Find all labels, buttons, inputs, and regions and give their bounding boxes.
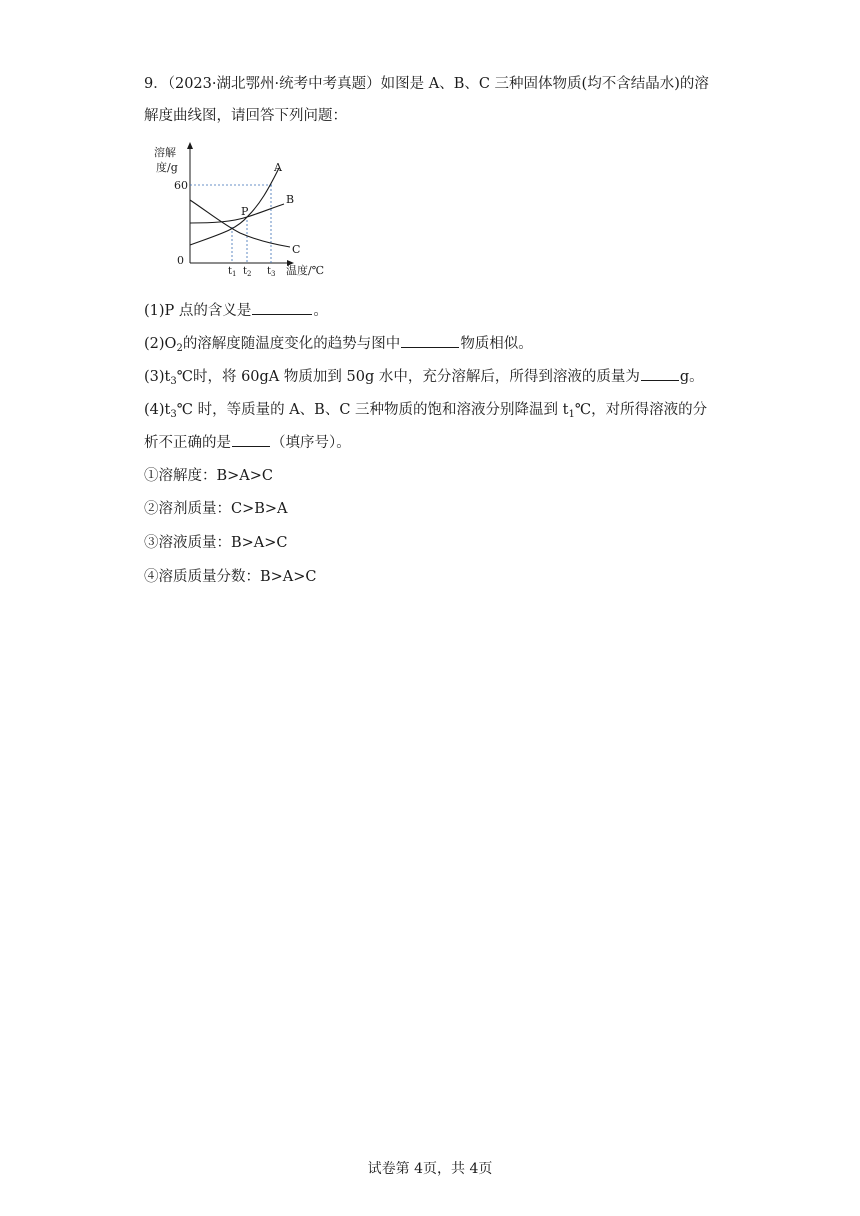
subquestion-4-text-a: (4)t [144, 402, 171, 418]
y-axis-label-1: 溶解 [154, 146, 176, 159]
answer-blank-2[interactable] [401, 333, 459, 348]
subquestion-2-text-a: (2)O [144, 336, 177, 352]
subquestion-2 [144, 333, 533, 354]
curve-a-label: A [274, 161, 282, 174]
x-tick-t2: $t_2$ [243, 266, 252, 278]
subquestion-4-text-d: 析不正确的是 [144, 435, 231, 451]
subquestion-1-end: 。 [313, 303, 328, 319]
subquestion-4-text-c: ℃，对所得溶液的分 [574, 402, 708, 418]
question-number: 9． [144, 76, 168, 92]
y-axis-arrow [187, 142, 193, 149]
subquestion-3-text-a: (3)t [144, 369, 171, 385]
option-1: ①溶解度：B>A>C [144, 468, 274, 484]
question-source: （2023·湖北鄂州·统考中考真题） [167, 76, 381, 92]
subquestion-4-text-b: ℃ 时，等质量的 A、B、C 三种物质的饱和溶液分别降温到 t [176, 402, 569, 418]
subquestion-1-text: (1)P 点的含义是 [144, 303, 252, 319]
option-2: ②溶剂质量：C>B>A [144, 501, 288, 517]
answer-blank-3[interactable] [641, 366, 679, 381]
subquestion-4-text-e: （填序号）。 [271, 435, 351, 451]
subquestion-4-line-1 [144, 400, 707, 420]
question-stem-text-1: 如图是 A、B、C 三种固体物质(均不含结晶水)的溶 [380, 76, 709, 92]
subquestion-3 [144, 366, 704, 387]
subquestion-4-subscript: 3 [170, 409, 177, 420]
subquestion-4-line-2 [144, 432, 351, 453]
point-p-label: P [241, 205, 249, 218]
curve-a [190, 168, 279, 245]
question-stem-line-2 [144, 106, 347, 126]
subquestion-1 [144, 300, 328, 321]
y-tick-60: 60 [174, 179, 188, 192]
subquestion-3-text-b: ℃时，将 60gA 物质加到 50g 水中，充分溶解后，所得到溶液的质量为 [176, 369, 640, 385]
curve-b-label: B [286, 193, 295, 206]
solubility-curve-figure [150, 140, 340, 280]
x-tick-t1: $t_1$ [228, 266, 237, 278]
curve-c-label: C [292, 243, 301, 256]
subquestion-3-text-c: g。 [679, 369, 704, 385]
subquestion-2-text-c: 物质相似。 [460, 336, 533, 352]
option-4: ④溶质质量分数：B>A>C [144, 569, 317, 585]
subquestion-2-subscript: 2 [176, 343, 183, 354]
x-axis-label: 温度/℃ [286, 264, 325, 277]
y-axis-label-2: 度/g [156, 161, 178, 174]
subquestion-3-subscript: 3 [170, 376, 177, 387]
answer-blank-4[interactable] [232, 432, 270, 447]
x-tick-t3: $t_3$ [267, 266, 276, 278]
subquestion-2-text-b: 的溶解度随温度变化的趋势与图中 [182, 336, 401, 352]
page-footer: 试卷第 4页，共 4页 [367, 1161, 493, 1177]
origin-label: 0 [177, 254, 184, 267]
option-3: ③溶液质量：B>A>C [144, 535, 288, 551]
subquestion-4-subscript-2: 1 [568, 409, 575, 420]
question-stem-line-1 [144, 74, 709, 94]
question-stem-text-2: 解度曲线图，请回答下列问题： [144, 108, 347, 124]
answer-blank-1[interactable] [252, 300, 312, 315]
curve-b [190, 204, 284, 223]
